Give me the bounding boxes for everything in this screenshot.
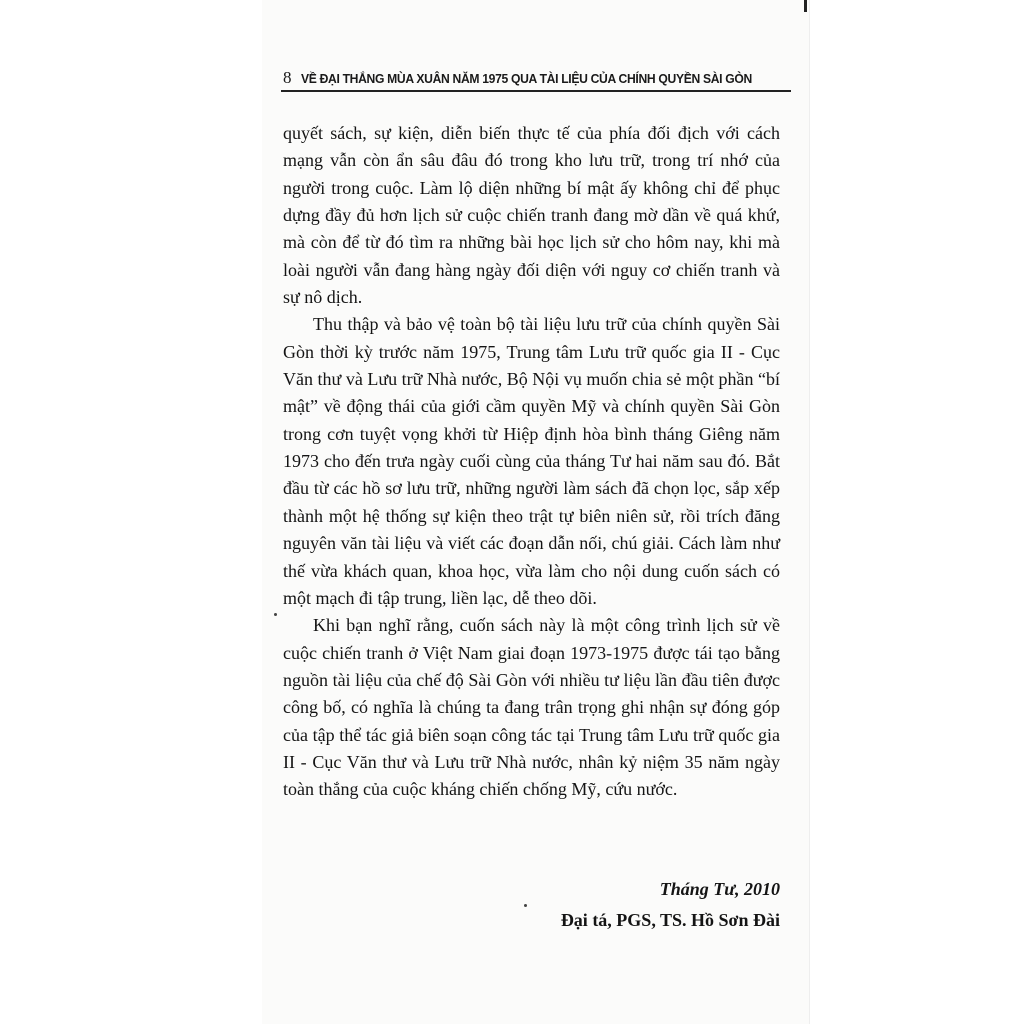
page-edge-mark <box>804 0 807 12</box>
signature-block <box>561 874 780 936</box>
running-header <box>283 66 791 88</box>
page-number: 8 <box>283 68 292 87</box>
paragraph-1: quyết sách, sự kiện, diễn biến thực tế của phía đối địch với cách mạng vẫn còn ẩn sâu đâu đó trong kho lưu trữ, trong trí nhớ của người trong cuộc. Làm lộ diện những bí mật ấy không chỉ để phục dựng đầy đủ hơn lịch sử cuộc chiến tranh đang mờ dần về quá khứ, mà còn để từ đó tìm ra những bài học lịch sử cho hôm nay, khi mà loài người vẫn đang hàng ngày đối diện với nguy cơ chiến tranh và sự nô dịch. <box>283 123 780 308</box>
signature-date: Tháng Tư, 2010 <box>659 879 780 899</box>
body-text <box>283 120 780 804</box>
scan-speck <box>274 613 277 616</box>
signature-author: Đại tá, PGS, TS. Hồ Sơn Đài <box>560 910 780 930</box>
header-rule <box>281 90 791 92</box>
scan-speck <box>524 904 527 907</box>
running-title: VỀ ĐẠI THẮNG MÙA XUÂN NĂM 1975 QUA TÀI LIỆU CỦA CHÍNH QUYỀN SÀI GÒN <box>300 71 752 86</box>
paragraph-2: Thu thập và bảo vệ toàn bộ tài liệu lưu trữ của chính quyền Sài Gòn thời kỳ trước năm 1975, Trung tâm Lưu trữ quốc gia II - Cục Văn thư và Lưu trữ Nhà nước, Bộ Nội vụ muốn chia sẻ một phần “bí mật” về động thái của giới cầm quyền Mỹ và chính quyền Sài Gòn trong cơn tuyệt vọng khởi từ Hiệp định hòa bình tháng Giêng năm 1973 cho đến trưa ngày cuối cùng của tháng Tư hai năm sau đó. Bắt đầu từ các hồ sơ lưu trữ, những người làm sách đã chọn lọc, sắp xếp thành một hệ thống sự kiện theo trật tự biên niên sử, rồi trích đăng nguyên văn tài liệu và viết các đoạn dẫn nối, chú giải. Cách làm như thế vừa khách quan, khoa học, vừa làm cho nội dung cuốn sách có một mạch đi tập trung, liền lạc, dễ theo dõi. <box>283 314 780 608</box>
paragraph-3: Khi bạn nghĩ rằng, cuốn sách này là một công trình lịch sử về cuộc chiến tranh ở Việt Nam giai đoạn 1973-1975 được tái tạo bằng nguồn tài liệu của chế độ Sài Gòn với nhiều tư liệu lần đầu tiên được công bố, có nghĩa là chúng ta đang trân trọng ghi nhận sự đóng góp của tập thể tác giả biên soạn công tác tại Trung tâm Lưu trữ quốc gia II - Cục Văn thư và Lưu trữ Nhà nước, nhân kỷ niệm 35 năm ngày toàn thắng của cuộc kháng chiến chống Mỹ, cứu nước. <box>283 615 780 800</box>
